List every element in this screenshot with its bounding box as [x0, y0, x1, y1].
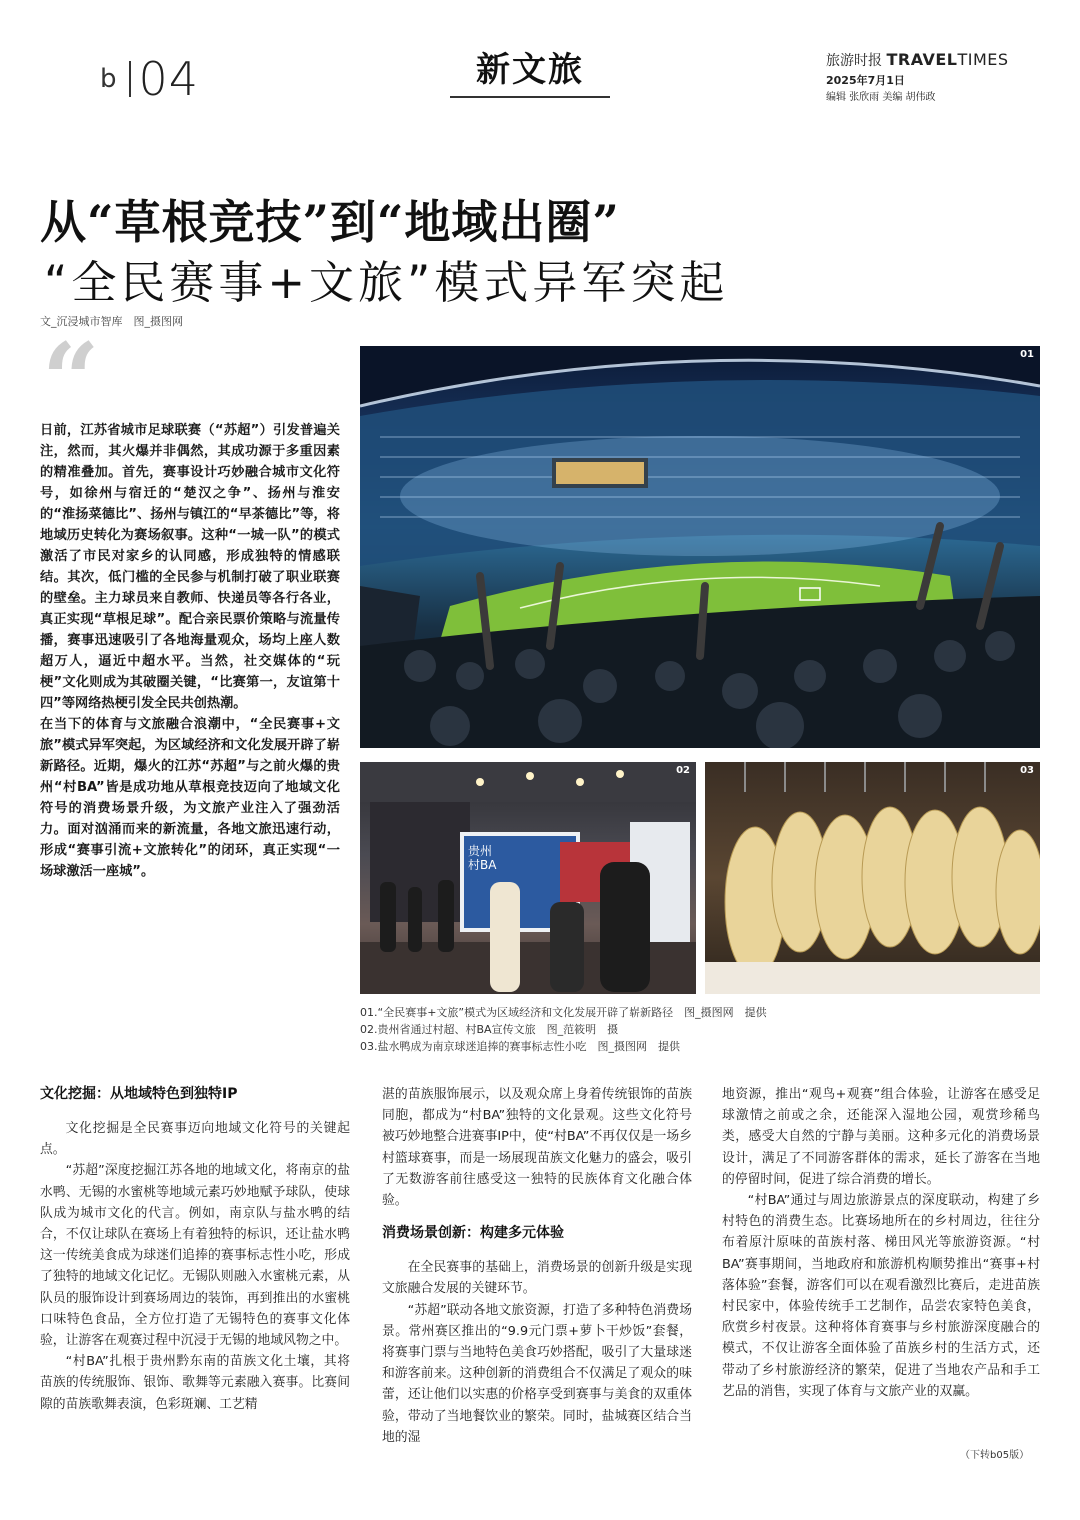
photo-number: 01: [1020, 349, 1034, 360]
section-heading: 文化挖掘：从地域特色到独特IP: [40, 1086, 238, 1102]
body-paragraph: 湛的苗族服饰展示，以及观众席上身着传统银饰的苗族同胞，都成为“村BA”独特的文化景观。这些文化符号被巧妙地整合进赛事IP中，使“村BA”不再仅仅是一场乡村篮球赛事，而是一场展现苗族文化魅力的盛会，吸引了无数游客前往感受这一独特的民族体育文化融合体验。: [382, 1087, 692, 1209]
photo-number: 02: [676, 765, 690, 776]
page-number: [100, 52, 199, 106]
paper-name: [826, 50, 1009, 70]
body-paragraph: 在全民赛事的基础上，消费场景的创新升级是实现文旅融合发展的关键环节。: [382, 1260, 692, 1297]
photo-caption: 01.“全民赛事+文旅”模式为区域经济和文化发展开辟了崭新路径 图_摄图网 提供: [360, 1006, 767, 1019]
stadium-photo: [360, 346, 1040, 748]
body-paragraph: “村BA”扎根于贵州黔东南的苗族文化土壤，其将苗族的传统服饰、银饰、歌舞等元素融入赛事。比赛间隙的苗族歌舞表演，色彩斑斓、工艺精: [40, 1354, 350, 1412]
paper-name-en: TIMES: [957, 50, 1009, 69]
lead-paragraph: 在当下的体育与文旅融合浪潮中，“全民赛事+文旅”模式异军突起，为区域经济和文化发展开辟了崭新路径。近期，爆火的江苏“苏超”与之前火爆的贵州“村BA”皆是成功地从草根竞技迈向了地域文化符号的消费场景升级，为文旅产业注入了强劲活力。面对汹涌而来的新流量，各地文旅迅速行动，形成“赛事引流+文旅转化”的闭环，真正实现“一场球激活一座城”。: [40, 717, 340, 879]
photo-number: 03: [1020, 765, 1034, 776]
photo-captions: [360, 1004, 1040, 1055]
editors-credit: 编辑 张欣雨 美编 胡伟政: [826, 92, 936, 103]
section-title-rule: [450, 96, 610, 98]
article-subheadline: “全民赛事+文旅”模式异军突起: [44, 256, 729, 309]
article-lead: [40, 420, 340, 882]
section-title: 新文旅: [476, 50, 584, 90]
body-column-3: [722, 1084, 1040, 1402]
page-number-value: 04: [138, 52, 200, 106]
page-number-divider: [129, 61, 131, 97]
article-byline: 文_沉浸城市智库 图_摄图网: [40, 315, 183, 328]
booth-sign: 贵州 村BA: [468, 844, 497, 872]
body-paragraph: “村BA”通过与周边旅游景点的深度联动，构建了乡村特色的消费生态。比赛场地所在的乡村周边，往往分布着原汁原味的苗族村落、梯田风光等旅游资源。“村BA”赛事期间，当地政府和旅游机构顺势推出“赛事+村落体验”套餐，游客们可以在观看激烈比赛后，走进苗族村民家中，体验传统手工艺制作，品尝农家特色美食，欣赏乡村夜景。这种将体育赛事与乡村旅游深度融合的模式，不仅让游客全面体验了苗族乡村的生活方式，还带动了乡村旅游经济的繁荣，促进了当地农产品和手工艺品的消售，实现了体育与文旅产业的双赢。: [722, 1193, 1040, 1399]
paper-name-cn: 旅游时报: [826, 53, 882, 69]
promo-booth-photo: [360, 762, 696, 994]
booth-illustration: [360, 762, 696, 994]
page-letter: b: [100, 64, 119, 94]
quote-mark-icon: “: [42, 321, 100, 439]
salted-duck-photo: [705, 762, 1040, 994]
body-paragraph: “苏超”深度挖掘江苏各地的地域文化，将南京的盐水鸭、无锡的水蜜桃等地域元素巧妙地赋予球队，使球队成为城市文化的代言。例如，南京队与盐水鸭的结合，不仅让球队在赛场上有着独特的标识，还让盐水鸭这一传统美食成为球迷们追捧的赛事标志性小吃，形成了独特的地域文化记忆。无锡队则融入水蜜桃元素，从队员的服饰设计到赛场周边的装饰，再到推出的水蜜桃口味特色食品，全方位打造了无锡特色的赛事文化体验，让游客在观赛过程中沉浸于无锡的地域风物之中。: [40, 1163, 350, 1349]
article-headline: 从“草根竞技”到“地域出圈”: [40, 195, 620, 249]
photo-caption: 02.贵州省通过村超、村BA宣传文旅 图_范筱明 摄: [360, 1023, 619, 1036]
continued-note: （下转b05版）: [960, 1450, 1030, 1461]
lead-paragraph: 日前，江苏省城市足球联赛（“苏超”）引发普遍关注，然而，其火爆并非偶然，其成功源于多重因素的精准叠加。首先，赛事设计巧妙融合城市文化符号，如徐州与宿迁的“楚汉之争”、扬州与淮安的“淮扬菜德比”、扬州与镇江的“早茶德比”等，将地域历史转化为赛场叙事。这种“一城一队”的模式激活了市民对家乡的认同感，形成独特的情感联结。其次，低门槛的全民参与机制打破了职业联赛的壁垒。主力球员来自教师、快递员等各行各业，真正实现“草根足球”。配合亲民票价策略与流量传播，赛事迅速吸引了各地海量观众，场均上座人数超万人，逼近中超水平。当然，社交媒体的“玩梗”文化则成为其破圈关键，“比赛第一，友谊第十四”等网络热梗引发全民共创热潮。: [40, 423, 340, 711]
paper-name-en-bold: TRAVEL: [886, 50, 958, 69]
body-column-1: [40, 1084, 350, 1415]
body-column-2: [382, 1084, 692, 1448]
duck-illustration: [705, 762, 1040, 994]
photo-caption: 03.盐水鸭成为南京球迷追捧的赛事标志性小吃 图_摄图网 提供: [360, 1040, 680, 1053]
section-heading: 消费场景创新：构建多元体验: [382, 1225, 564, 1242]
body-paragraph: 地资源，推出“观鸟+观赛”组合体验，让游客在感受足球激情之前或之余，还能深入湿地公园，观赏珍稀鸟类，感受大自然的宁静与美丽。这种多元化的消费场景设计，满足了不同游客群体的需求，延长了游客在当地的停留时间，促进了综合消费的增长。: [722, 1087, 1040, 1187]
body-paragraph: 文化挖掘是全民赛事迈向地域文化符号的关键起点。: [40, 1121, 350, 1158]
issue-date: 2025年7月1日: [826, 74, 905, 87]
body-paragraph: “苏超”联动各地文旅资源，打造了多种特色消费场景。常州赛区推出的“9.9元门票+萝卜干炒饭”套餐，将赛事门票与当地特色美食巧妙搭配，吸引了大量球迷和游客前来。这种创新的消费组合不仅满足了观众的味蕾，还让他们以实惠的价格享受到赛事与美食的双重体验，带动了当地餐饮业的繁荣。同时，盐城赛区结合当地的湿: [382, 1302, 692, 1445]
stadium-illustration: [360, 346, 1040, 748]
